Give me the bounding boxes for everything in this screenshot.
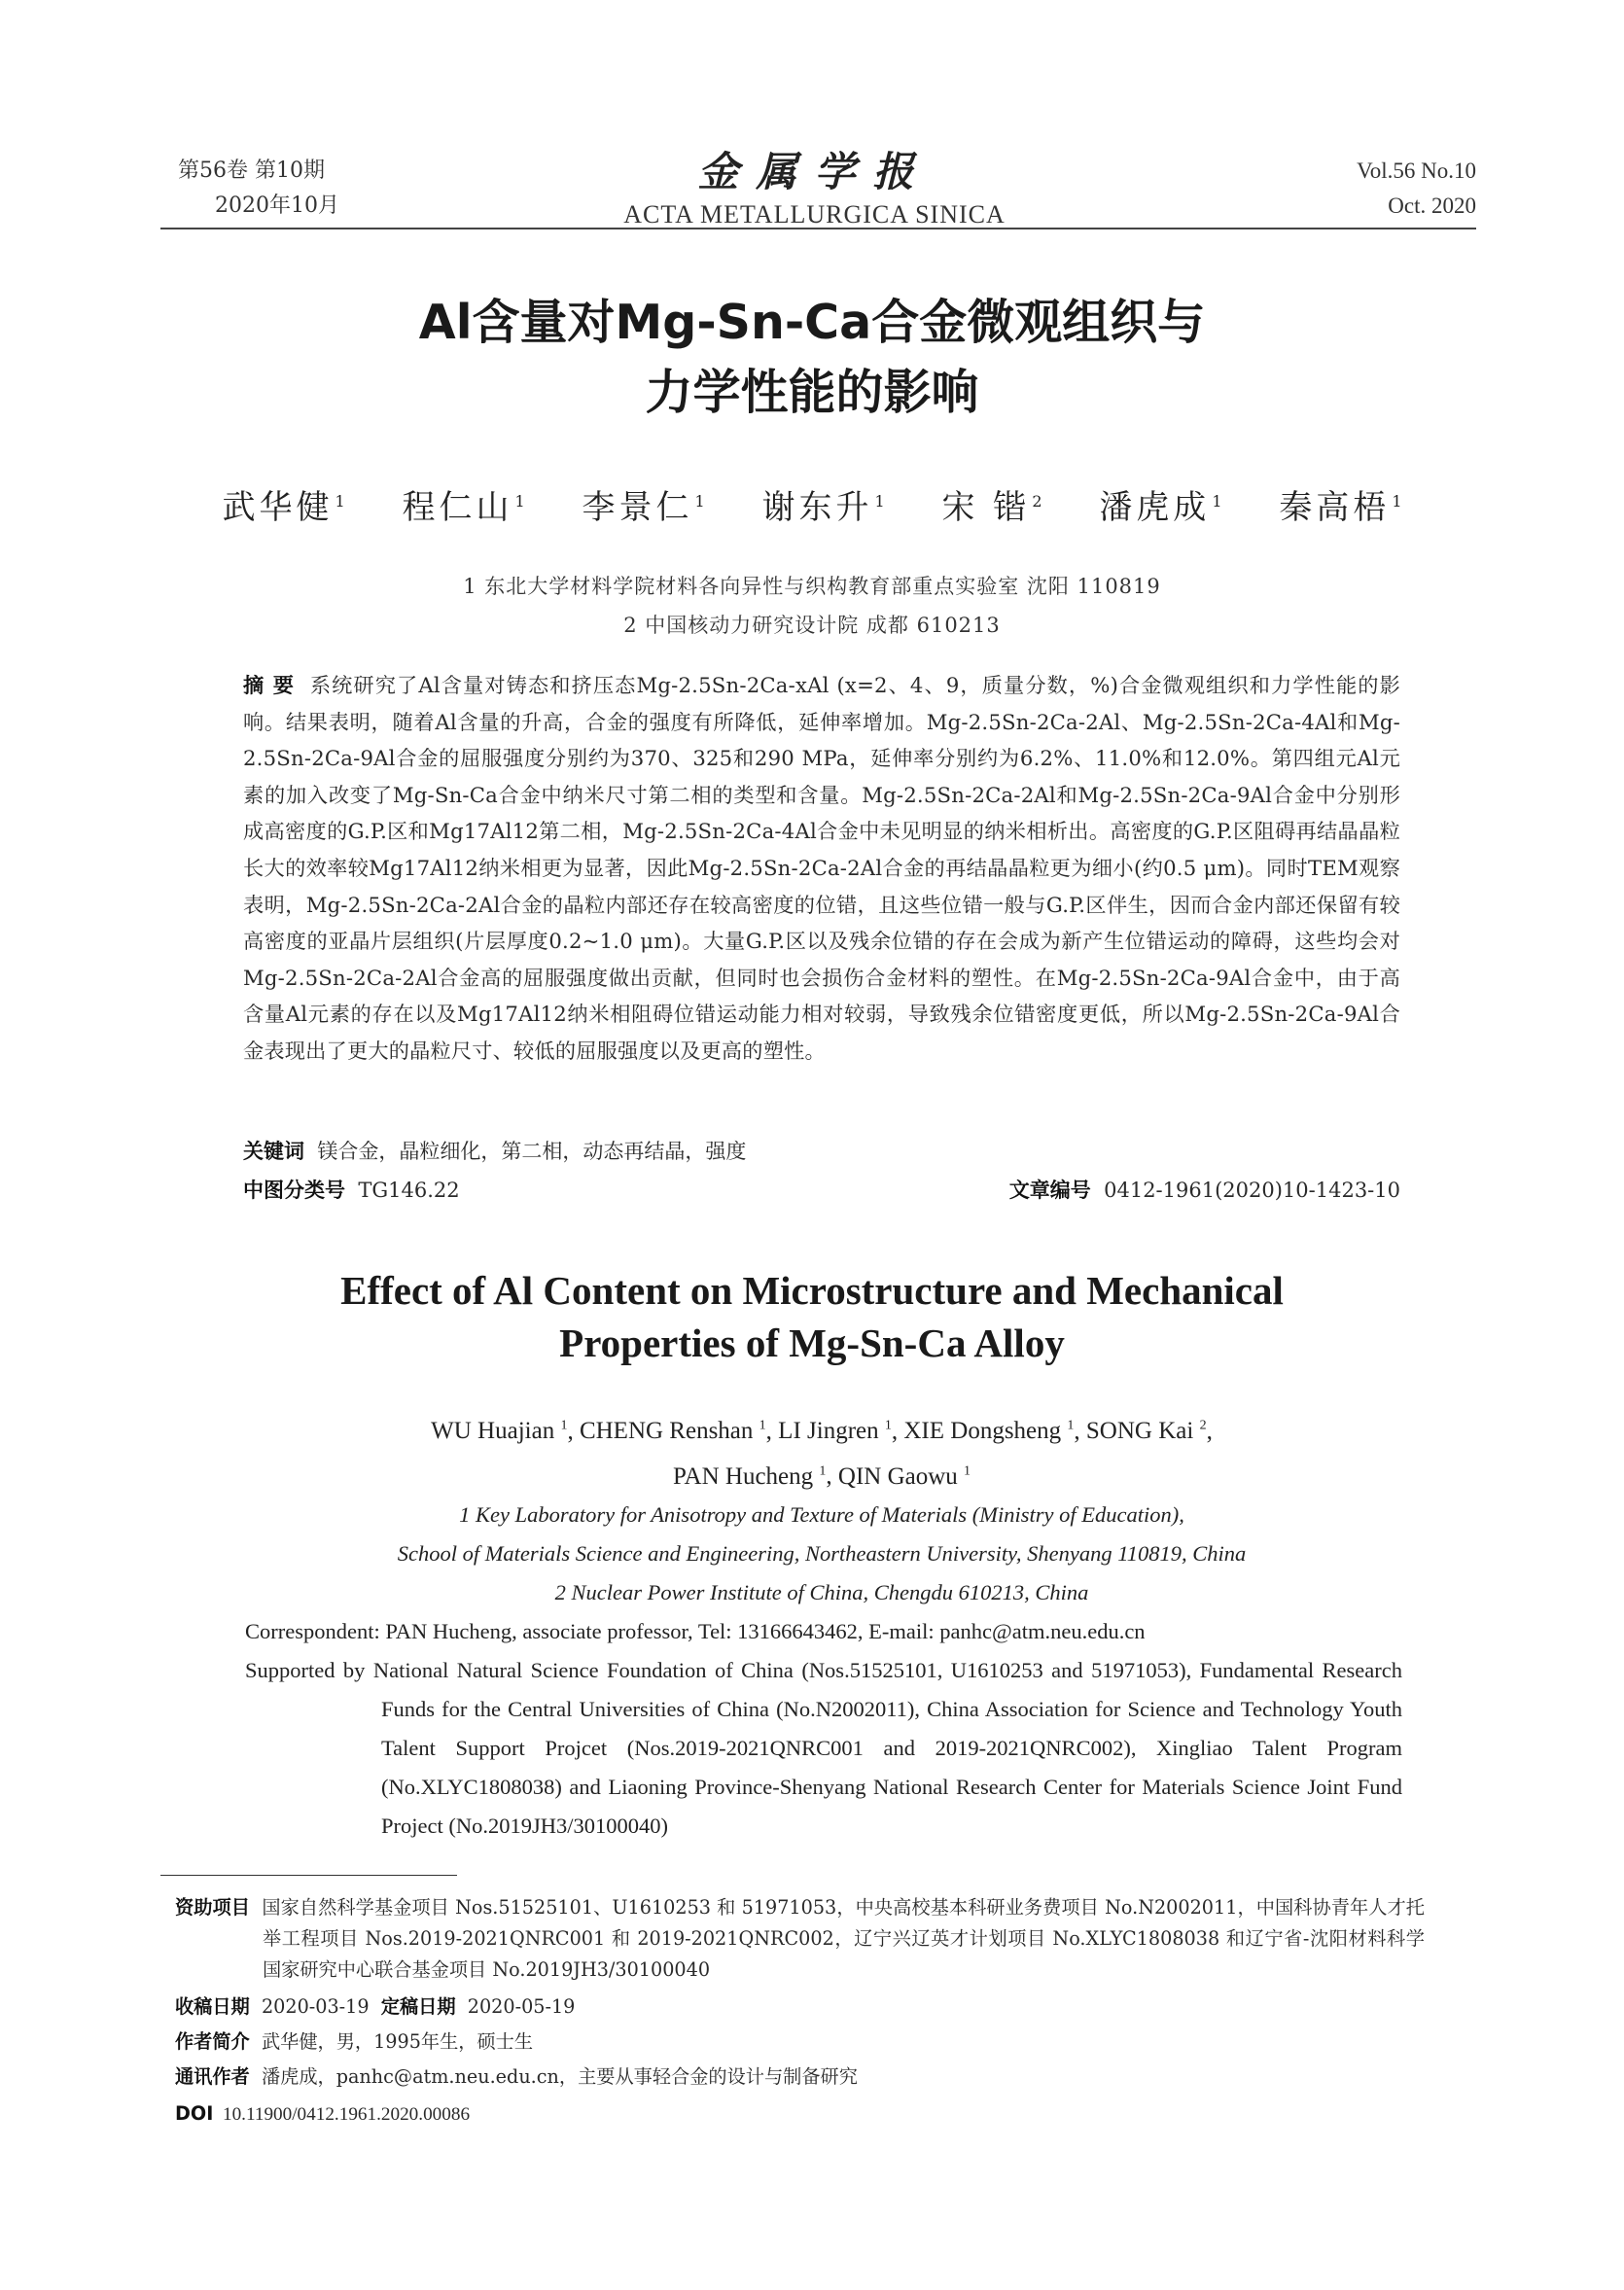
author-bio-value: 武华健，男，1995年生，硕士生 [261, 2030, 534, 2053]
corresponding-label: 通讯作者 [175, 2065, 250, 2088]
received-value: 2020-03-19 [261, 1995, 370, 2018]
title-cn-line1: Al含量对Mg-Sn-Ca合金微观组织与 [418, 295, 1206, 350]
received-label: 收稿日期 [175, 1995, 250, 2018]
journal-name-cn: 金属学报 [697, 148, 932, 195]
classification-cn [243, 1173, 460, 1208]
author-cn: 程仁山 $^1$ [402, 488, 525, 527]
abstract-text-cn: 系统研究了Al含量对铸态和挤压态Mg-2.5Sn-2Ca-xAl (x=2、4、9，质量分数，%)合金微观组织和力学性能的影响。结果表明，随着Al含量的升高，合金的强度有所降低，延伸率增加。Mg-2.5Sn-2Ca-2Al、Mg-2.5Sn-2Ca-4Al和Mg-2.5Sn-2Ca-9Al合金的屈服强度分别约为370、325和290 MPa，延伸率分别约为6.2%、11.0%和12.0%。第四组元Al元素的加入改变了Mg-Sn-Ca合金中纳米尺寸第二相的类型和含量。Mg-2.5Sn-2Ca-2Al和Mg-2.5Sn-2Ca-9Al合金中分别形成高密度的G.P.区和Mg17Al12第二相，Mg-2.5Sn-2Ca-4Al合金中未见明显的纳米相析出。高密度的G.P.区阻碍再结晶晶粒长大的效率较Mg17Al12纳米相更为显著，因此Mg-2.5Sn-2Ca-2Al合金的再结晶晶粒更为细小(约0.5 μm)。同时TEM观察表明，Mg-2.5Sn-2Ca-2Al合金的晶粒内部还存在较高密度的位错，且这些位错一般与G.P.区伴生，因而合金内部还保留有较高密度的亚晶片层组织(片层厚度0.2~1.0 μm)。大量G.P.区以及残余位错的存在会成为新产生位错运动的障碍，这些均会对Mg-2.5Sn-2Ca-2Al合金高的屈服强度做出贡献，但同时也会损伤合金材料的塑性。在Mg-2.5Sn-2Ca-9Al合金中，由于高含量Al元素的存在以及Mg17Al12纳米相阻碍位错运动能力相对较弱，导致残余位错密度更低，所以Mg-2.5Sn-2Ca-9Al合金表现出了更大的晶粒尺寸、较低的屈服强度以及更高的塑性。 [243, 673, 1400, 1063]
header-right [1357, 154, 1476, 224]
author-en: XIE Dongsheng $^1$ [903, 1418, 1075, 1445]
abstract-label-cn: 摘 要 [243, 673, 296, 697]
affiliation-en-1: 1 Key Laboratory for Anisotropy and Texture of Materials (Ministry of Education), [459, 1502, 1184, 1527]
author-en: QIN Gaowu $^1$ [837, 1462, 971, 1490]
authors-cn [146, 480, 1478, 528]
article-number-value: 0412-1961(2020)10-1423-10 [1104, 1179, 1400, 1202]
funding-text: 国家自然科学基金项目 Nos.51525101、U1610253 和 51971053，中央高校基本科研业务费项目 No.N2002011，中国科协青年人才托举工程项目 Nos.2019-2021QNRC001 和 2019-2021QNRC002，辽宁兴辽英才计划项目 No.XLYC1808038 和辽宁省-沈阳材料科学国家研究中心联合基金项目 No.2019JH3/30100040 [262, 1896, 1425, 1981]
author-en: LI Jingren $^1$ [778, 1418, 892, 1445]
volume-cn: 第56卷 第10期 [178, 159, 325, 183]
doi-label: DOI [175, 2102, 214, 2125]
article-number-cn [1009, 1173, 1400, 1208]
keywords-label-cn: 关键词 [243, 1140, 304, 1163]
funding-label: 资助项目 [175, 1896, 251, 1919]
affiliation-en-2: School of Materials Science and Engineering, Northeastern University, Shenyang 110819, China [397, 1541, 1247, 1566]
footnote-doi [175, 2098, 1425, 2131]
author-en: WU Huajian $^1$ [431, 1418, 568, 1445]
correspondent-en: Correspondent: PAN Hucheng, associate professor, Tel: 13166643462, E-mail: panhc@atm.neu.edu.cn [245, 1619, 1146, 1643]
affiliation-cn-1: 1 东北大学材料学院材料各向异性与织构教育部重点实验室 沈阳 110819 [463, 575, 1161, 598]
journal-masthead [545, 146, 1084, 231]
authors-en-line2: PAN Hucheng $^1$, QIN Gaowu $^1$ [672, 1462, 971, 1490]
doi-value: 10.11900/0412.1961.2020.00086 [222, 2104, 471, 2125]
revised-label: 定稿日期 [380, 1995, 456, 2018]
author-cn: 秦高梧 $^1$ [1279, 488, 1402, 527]
date-cn: 2020年10月 [215, 194, 339, 218]
corresponding-value: 潘虎成，panhc@atm.neu.edu.cn，主要从事轻合金的设计与制备研究 [261, 2065, 858, 2088]
author-en: SONG Kai $^2$ [1085, 1418, 1207, 1445]
title-en-line1: Effect of Al Content on Microstructure and Mechanical [340, 1268, 1284, 1313]
author-en: PAN Hucheng $^1$ [672, 1462, 827, 1490]
keywords-text-cn: 镁合金，晶粒细化，第二相，动态再结晶，强度 [317, 1140, 747, 1163]
affiliation-cn-2: 2 中国核动力研究设计院 成都 610213 [623, 614, 1001, 637]
author-cn: 李景仁 $^1$ [582, 488, 705, 527]
header-left [178, 154, 339, 224]
authors-en-line1: WU Huajian $^1$, CHENG Renshan $^1$, LI Jingren $^1$, XIE Dongsheng $^1$, SONG Kai $^2$, [431, 1418, 1213, 1445]
title-cn [194, 288, 1430, 428]
author-cn: 宋 锴 $^2$ [941, 488, 1042, 527]
header-rule [160, 228, 1476, 229]
revised-value: 2020-05-19 [467, 1995, 576, 2018]
authors-en [243, 1406, 1400, 1497]
footnote-author-bio [175, 2026, 1425, 2058]
title-en-line2: Properties of Mg-Sn-Ca Alloy [559, 1321, 1065, 1365]
footnote-dates [175, 1991, 1425, 2023]
affiliation-en-3: 2 Nuclear Power Institute of China, Chengdu 610213, China [554, 1580, 1089, 1604]
journal-name-en: ACTA METALLURGICA SINICA [623, 200, 1006, 229]
classification-label: 中图分类号 [243, 1179, 345, 1202]
supported-by-en: Supported by National Natural Science Foundation of China (Nos.51525101, U1610253 and 51971053), Fundamental Research Funds for the Central Universities of China (No.N2002011), China Association for Science and Technology Youth Talent Support Projcet (Nos.2019-2021QNRC001 and 2019-2021QNRC002), Xingliao Talent Program (No.XLYC1808038) and Liaoning Province-Shenyang National Research Center for Materials Science Joint Fund Project (No.2019JH3/30100040) [245, 1658, 1402, 1838]
date-en: Oct. 2020 [1388, 194, 1476, 218]
title-cn-line2: 力学性能的影响 [645, 365, 979, 420]
classification-value: TG146.22 [358, 1179, 460, 1202]
title-en [194, 1264, 1430, 1369]
footnote-corresponding [175, 2061, 1425, 2093]
footnote-rule [160, 1875, 457, 1876]
author-cn: 谢东升 $^1$ [761, 488, 885, 527]
author-cn: 武华健 $^1$ [222, 488, 345, 527]
volume-en: Vol.56 No.10 [1357, 159, 1476, 183]
abstract-cn [243, 667, 1400, 1070]
keywords-cn [243, 1134, 1400, 1169]
footnote-funding [175, 1892, 1425, 1986]
article-number-label: 文章编号 [1008, 1179, 1091, 1202]
author-bio-label: 作者简介 [175, 2030, 250, 2053]
author-en: CHENG Renshan $^1$ [579, 1418, 766, 1445]
author-cn: 潘虎成 $^1$ [1099, 488, 1222, 527]
